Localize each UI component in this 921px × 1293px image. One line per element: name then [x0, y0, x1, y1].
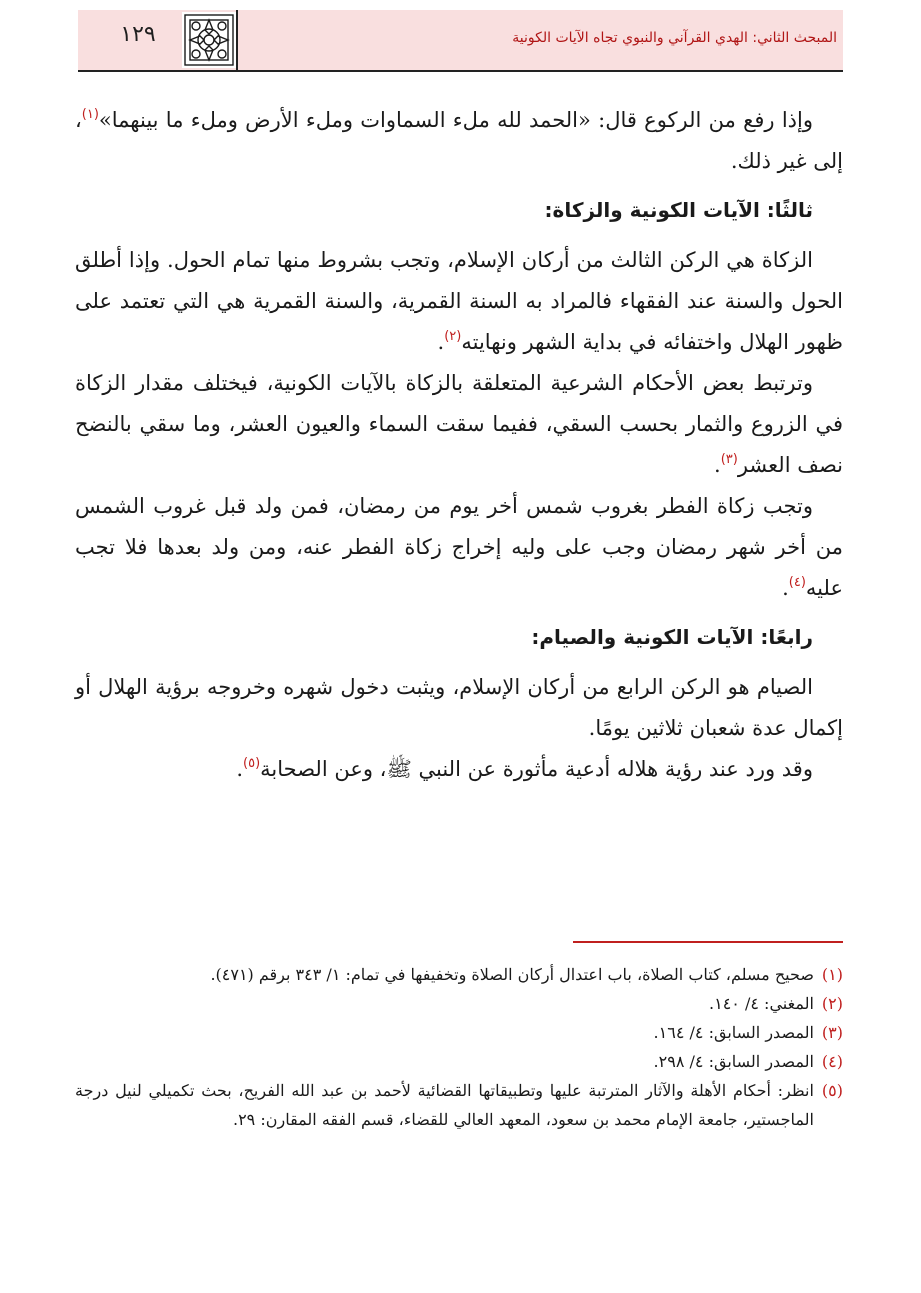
paragraph-text: الزكاة هي الركن الثالث من أركان الإسلام، وتجب بشروط منها تمام الحول. وإذا أطلق الحول والسنة عند الفقهاء فالمراد به السنة القمرية، والسنة القمرية هي التي تعتمد على ظهور الهلال واختفائه في بداية الشهر ونهايته [75, 248, 843, 354]
footnote-text: صحيح مسلم، كتاب الصلاة، باب اعتدال أركان الصلاة وتخفيفها في تمام: ١/ ٣٤٣ برقم (٤٧١). [210, 965, 814, 984]
paragraph-tail: . [236, 757, 244, 781]
paragraph-text: وإذا رفع من الركوع قال: «الحمد لله ملء السماوات وملء الأرض وملء ما بينهما» [98, 108, 813, 132]
footnote-number: (٢) [821, 994, 843, 1013]
paragraph-5 [75, 667, 843, 749]
footnote-3 [75, 1018, 843, 1047]
footnote-number: (٣) [821, 1023, 843, 1042]
page-number: ١٢٩ [120, 22, 156, 47]
main-text [75, 100, 843, 790]
paragraph-text: وقد ورد عند رؤية هلاله أدعية مأثورة عن النبي ﷺ، وعن الصحابة [260, 757, 813, 781]
paragraph-4 [75, 486, 843, 609]
paragraph-1 [75, 100, 843, 182]
paragraph-text: الصيام هو الركن الرابع من أركان الإسلام، ويثبت دخول شهره وخروجه برؤية الهلال أو إكمال عدة شعبان ثلاثين يومًا. [75, 675, 843, 740]
footnote-ref-1[interactable]: (١) [81, 107, 99, 122]
footnotes [75, 960, 843, 1134]
footnote-2 [75, 989, 843, 1018]
footnote-text: المصدر السابق: ٤/ ٢٩٨. [653, 1052, 814, 1071]
paragraph-2 [75, 240, 843, 363]
footnote-1 [75, 960, 843, 989]
paragraph-tail: . [782, 576, 789, 600]
running-title: المبحث الثاني: الهدي القرآني والنبوي تجاه الآيات الكونية [512, 30, 837, 46]
footnote-ref-2[interactable]: (٢) [444, 329, 462, 344]
paragraph-tail: . [714, 453, 721, 477]
footnote-4 [75, 1047, 843, 1076]
ornament-icon [182, 12, 236, 68]
header-divider [236, 10, 238, 70]
paragraph-text: وتجب زكاة الفطر بغروب شمس أخر يوم من رمضان، فمن ولد قبل غروب الشمس من أخر شهر رمضان وجب على وليه إخراج زكاة الفطر عنه، ومن ولد بعدها فلا تجب عليه [75, 494, 843, 600]
footnote-ref-5[interactable]: (٥) [243, 756, 261, 771]
footnote-text: المغني: ٤/ ١٤٠. [709, 994, 814, 1013]
page-header [78, 10, 843, 72]
footnote-text: انظر: أحكام الأهلة والآثار المترتبة عليها وتطبيقاتها القضائية لأحمد بن عبد الله الفريح، بحث تكميلي لنيل درجة الماجستير، جامعة الإمام محمد بن سعود، المعهد العالي للقضاء، قسم الفقه المقارن: ٢٩. [75, 1081, 814, 1129]
section-heading-zakat: ثالثًا: الآيات الكونية والزكاة: [544, 198, 813, 222]
footnote-separator [573, 941, 843, 943]
footnote-5 [75, 1076, 843, 1134]
footnote-ref-4[interactable]: (٤) [788, 575, 806, 590]
section-heading-fasting: رابعًا: الآيات الكونية والصيام: [531, 625, 813, 649]
paragraph-text: وترتبط بعض الأحكام الشرعية المتعلقة بالزكاة بالآيات الكونية، فيختلف مقدار الزكاة في الزروع والثمار بحسب السقي، ففيما سقت السماء والعيون العشر، وما سقي بالنضح نصف العشر [75, 371, 843, 477]
footnote-text: المصدر السابق: ٤/ ١٦٤. [653, 1023, 814, 1042]
footnote-number: (٤) [821, 1052, 843, 1071]
header-rule [78, 70, 843, 72]
footnote-number: (٥) [821, 1081, 843, 1100]
paragraph-tail: ، إلى غير ذلك. [75, 108, 843, 173]
footnote-ref-3[interactable]: (٣) [720, 452, 738, 467]
paragraph-3 [75, 363, 843, 486]
footnote-number: (١) [821, 965, 843, 984]
paragraph-6 [75, 749, 843, 790]
paragraph-tail: . [437, 330, 445, 354]
